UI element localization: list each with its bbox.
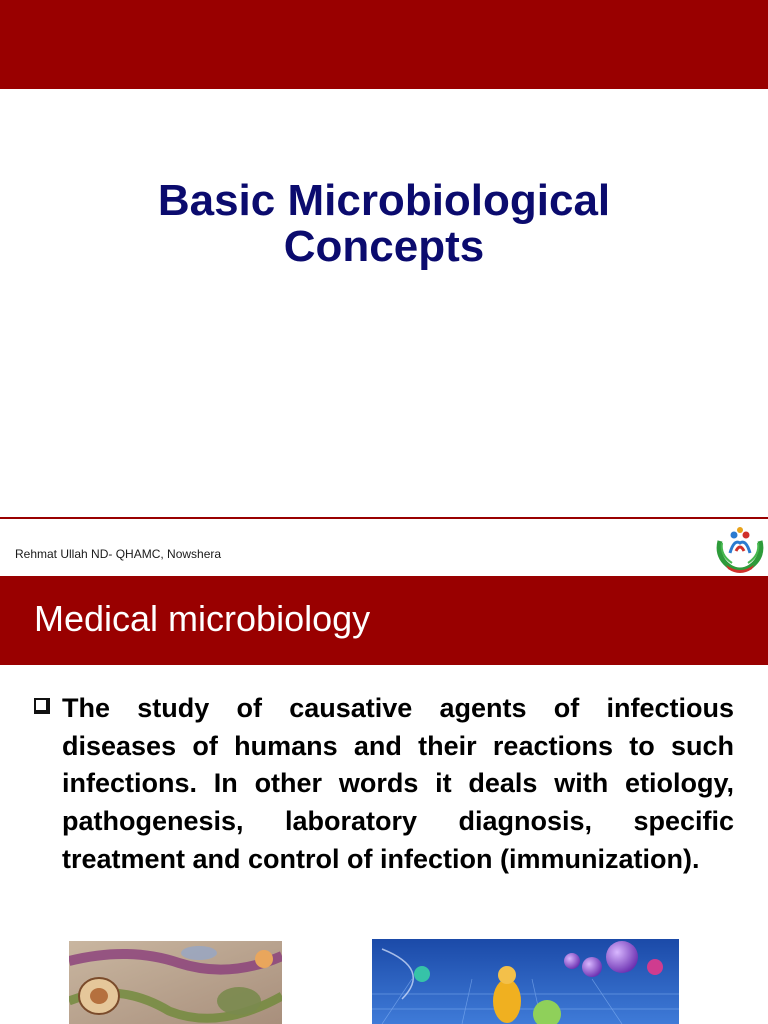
slide1-header-bar bbox=[0, 0, 768, 89]
slide2-heading: Medical microbiology bbox=[34, 598, 371, 639]
bullet-item bbox=[34, 690, 734, 879]
slide1-title-line2: Concepts bbox=[283, 222, 485, 271]
microbes-illustration bbox=[372, 939, 679, 1024]
bacteria-illustration bbox=[69, 941, 282, 1024]
checkbox-bullet-icon bbox=[34, 698, 48, 712]
footer-author: Rehmat Ullah ND- QHAMC, Nowshera bbox=[15, 547, 222, 561]
slide1-title-line1: Basic Microbiological bbox=[157, 176, 611, 225]
slide1-title bbox=[0, 178, 768, 270]
bullet-text: The study of causative agents of infectious diseases of humans and their reactions to such infections. In other words it deals with etiology, pathogenesis, laboratory diagnosis, specific treatment and control of infection (immunization). bbox=[62, 693, 734, 874]
footer-divider bbox=[0, 517, 768, 519]
institution-logo-icon bbox=[712, 521, 768, 575]
